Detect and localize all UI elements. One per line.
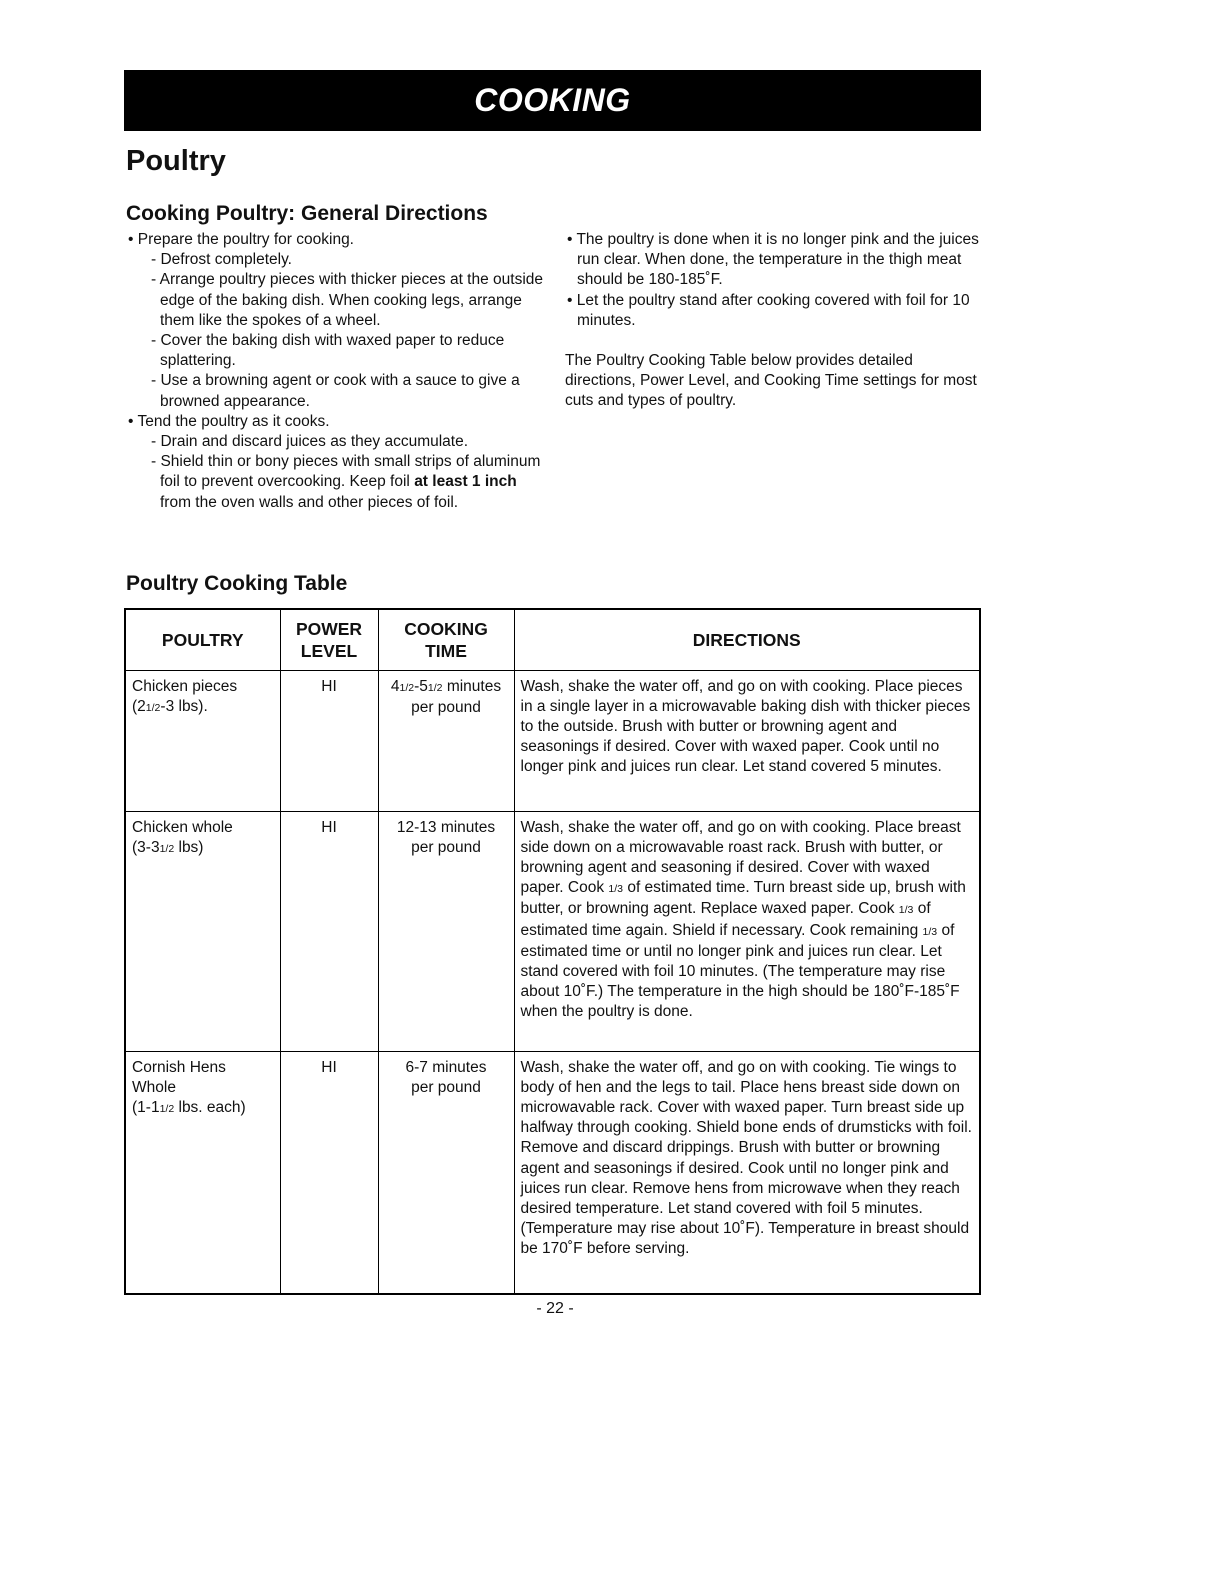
cooking-table-heading: Poultry Cooking Table [126,572,348,595]
poultry-cell: Chicken pieces (21/2-3 lbs). [125,670,280,811]
power-level-cell: HI [280,1051,378,1294]
bullet-item: • Tend the poultry as it cooks. [128,412,330,430]
page-number: - 22 - [536,1300,574,1317]
bullet-item: • Prepare the poultry for cooking. [128,231,354,248]
directions-cell: Wash, shake the water off, and go on with cooking. Tie wings to body of hen and the legs to tail. Place hens breast side down on microwavable rack. Cover with waxed paper. Turn breast side up halfway through cooking. Shield bone ends of drumsticks with foil. Remove and discard drippings. Brush with butter or browning agent and seasonings if desired. Cook until no longer pink and juices run clear. Remove hens from microwave when they reach desired temperature. Let stand covered with foil 5 minutes. (Temperature may rise about 10˚F). Temperature in breast should be 170˚F before serving. [514,1051,980,1294]
general-directions-right-column [565,230,985,412]
table-row [125,1051,980,1294]
power-level-cell: HI [280,670,378,811]
general-directions-heading: Cooking Poultry: General Directions [126,202,488,225]
column-header-poultry: POULTRY [125,609,280,670]
sub-item: - Drain and discard juices as they accumulate. [151,433,469,451]
column-header-power-level: POWER LEVEL [280,609,378,670]
bullet-item: • The poultry is done when it is no longer pink and the juices run clear. When done, the temperature in the thigh meat should be 180-185˚F. [567,231,979,289]
table-row [125,670,980,811]
sub-item: - Arrange poultry pieces with thicker pieces at the outside edge of the baking dish. When cooking legs, arrange them like the spokes of a wheel. [151,271,544,329]
section-banner [124,70,981,131]
poultry-cell: Cornish Hens Whole (1-11/2 lbs. each) [125,1051,280,1294]
poultry-cell: Chicken whole (3-31/2 lbs) [125,811,280,1051]
power-level-cell: HI [280,811,378,1051]
poultry-cooking-table [124,608,981,1295]
sub-item: - Shield thin or bony pieces with small strips of aluminum foil to prevent overcooking. Keep foil at least 1 inch from the oven walls and other pieces of foil. [151,453,541,511]
page-title: Poultry [126,145,226,177]
table-intro-paragraph: The Poultry Cooking Table below provides detailed directions, Power Level, and Cooking Time settings for most cuts and types of poultry. [565,352,977,410]
table-row [125,811,980,1051]
column-header-directions: DIRECTIONS [514,609,980,670]
general-directions-left-column [126,230,551,513]
cooking-time-cell: 41/2-51/2 minutes per pound [378,670,514,811]
table-header-row [125,609,980,670]
banner-title: COOKING [474,82,631,118]
column-header-cooking-time: COOKING TIME [378,609,514,670]
directions-cell: Wash, shake the water off, and go on with cooking. Place breast side down on a microwavable roast rack. Brush with butter, or browning agent and seasoning if desired. Cover with waxed paper. Cook 1/3 of estimated time. Turn breast side up, brush with butter, or browning agent. Replace waxed paper. Cook 1/3 of estimated time again. Shield if necessary. Cook remaining 1/3 of estimated time or until no longer pink and juices run clear. Let stand covered with foil 10 minutes. (The temperature may rise about 10˚F.) The temperature in the high should be 180˚F-185˚F when the poultry is done. [514,811,980,1051]
directions-cell: Wash, shake the water off, and go on with cooking. Place pieces in a single layer in a microwavable baking dish with thicker pieces to the outside. Brush with butter or browning agent and seasonings if desired. Cover with waxed paper. Cook until no longer pink and juices run clear. Let stand covered 5 minutes. [514,670,980,811]
emphasis: at least 1 inch [414,473,517,491]
sub-item: - Defrost completely. [151,251,292,269]
sub-item: - Use a browning agent or cook with a sauce to give a browned appearance. [151,372,520,410]
cooking-time-cell: 6-7 minutes per pound [378,1051,514,1294]
cooking-time-cell: 12-13 minutes per pound [378,811,514,1051]
sub-item: - Cover the baking dish with waxed paper to reduce splattering. [151,332,505,370]
bullet-item: • Let the poultry stand after cooking covered with foil for 10 minutes. [567,291,970,329]
